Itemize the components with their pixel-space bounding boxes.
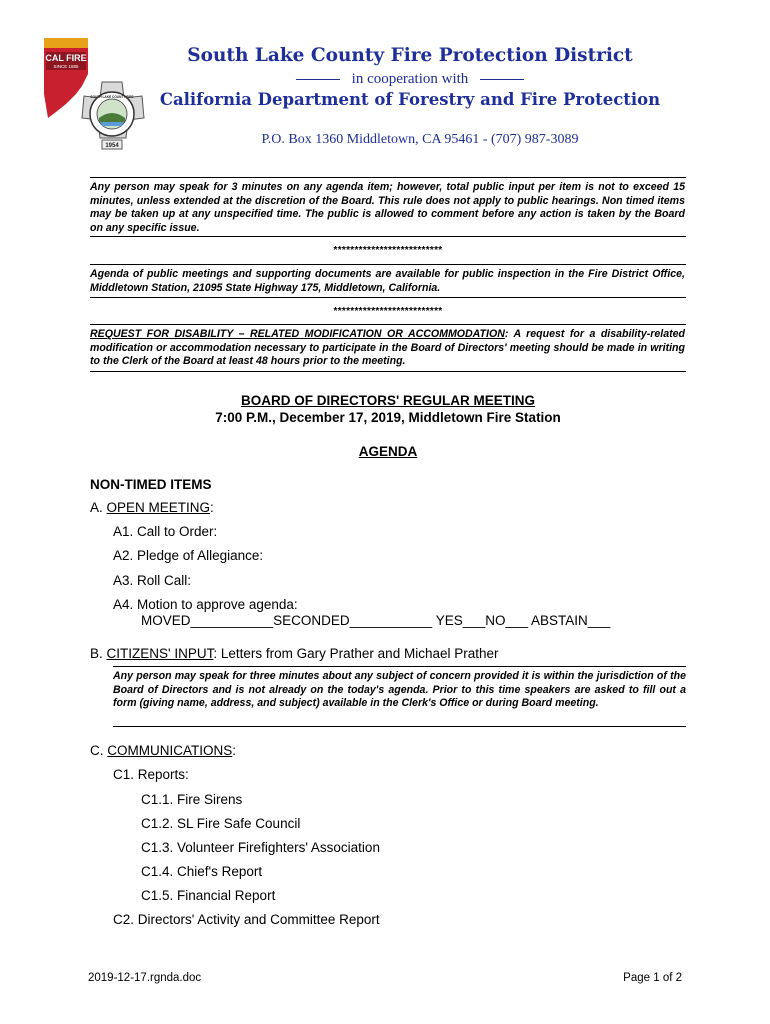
item-c-suffix: :: [232, 743, 237, 758]
meeting-title: BOARD OF DIRECTORS' REGULAR MEETING: [241, 393, 535, 408]
item-c1: C1. Reports:: [113, 767, 189, 782]
agenda-heading: AGENDA: [358, 444, 418, 459]
org-name: South Lake County Fire Protection District: [187, 45, 633, 66]
item-c2: C2. Directors' Activity and Committee Report: [113, 912, 380, 927]
meeting-details: 7:00 P.M., December 17, 2019, Middletown Fire Station: [215, 410, 561, 425]
partner-name: California Department of Forestry and Fire Protection: [159, 90, 661, 109]
item-c1-3: C1.3. Volunteer Firefighters' Association: [141, 840, 380, 855]
non-timed-heading: NON-TIMED ITEMS: [90, 477, 212, 492]
disability-notice: [90, 328, 685, 369]
seal-year: 1954: [105, 143, 119, 149]
item-c1-2: C1.2. SL Fire Safe Council: [141, 816, 301, 831]
item-c1-1: C1.1. Fire Sirens: [141, 792, 243, 807]
item-b-suffix: : Letters from Gary Prather and Michael Prather: [213, 646, 499, 661]
item-a-label: OPEN MEETING: [106, 500, 211, 515]
separator-1: **************************: [333, 245, 443, 256]
item-a4-vote: MOVED___________SECONDED___________ YES___NO___ ABSTAIN___: [141, 613, 611, 628]
cal-fire-since: SINCE 1885: [53, 64, 79, 69]
item-a-suffix: :: [210, 500, 214, 515]
citizens-rule-top: [113, 666, 686, 667]
cal-fire-logo-text: CAL FIRE: [45, 53, 87, 63]
disability-body: : A request for a disability-related modification or accommodation necessary to participate in the Board of Directors' meeting should be made in writing to the Clerk of the Board at least 48 hours prior to the meeting.: [90, 328, 685, 368]
notice-rule-3: [90, 297, 686, 298]
notice-rule-4: [90, 324, 686, 325]
notice-rule-1: [90, 236, 686, 237]
cooperation-text: in cooperation with: [351, 71, 469, 87]
address-line: P.O. Box 1360 Middletown, CA 95461 - (707) 987-3089: [261, 132, 579, 147]
right-rule: [480, 79, 524, 80]
item-c1-4: C1.4. Chief's Report: [141, 864, 263, 879]
seal-text: SOUTH LAKE COUNTY FIRE: [90, 95, 134, 99]
notice-top-rule: [90, 177, 686, 178]
item-c: [90, 743, 236, 758]
disability-heading: REQUEST FOR DISABILITY – RELATED MODIFICATION OR ACCOMMODATION: [90, 328, 505, 340]
citizens-notice: Any person may speak for three minutes about any subject of concern provided it is within the jurisdiction of the Board of Directors and is not already on the today's agenda. Prior to this time speakers are asked to fill out a form (giving name, address, and subject) available in the Clerk's Office or during Board meeting.: [113, 670, 686, 710]
left-rule: [296, 79, 340, 80]
footer-filename: 2019-12-17.rgnda.doc: [88, 972, 202, 984]
item-a-prefix: A.: [90, 500, 103, 515]
item-b: [90, 646, 499, 661]
citizens-rule-bottom: [113, 726, 686, 727]
documents-notice: Agenda of public meetings and supporting documents are available for public inspection in the Fire District Office, Middletown Station, 21095 State Highway 175, Middletown, California.: [90, 268, 685, 294]
footer-page: Page 1 of 2: [623, 972, 682, 984]
public-comment-notice: Any person may speak for 3 minutes on any agenda item; however, total public input per item is not to exceed 15 minutes, unless extended at the discretion of the Board. This rule does not apply to public hearings. Non timed items may be taken up at any unspecified time. The public is allowed to comment before any action is taken by the Board on any specific issue.: [90, 181, 685, 234]
cooperation-line: [150, 71, 670, 88]
item-a4: A4. Motion to approve agenda:: [113, 597, 298, 612]
item-c1-5: C1.5. Financial Report: [141, 888, 276, 903]
item-c-prefix: C.: [90, 743, 104, 758]
item-a3: A3. Roll Call:: [113, 573, 192, 588]
separator-2: **************************: [333, 306, 443, 317]
notice-rule-2: [90, 264, 686, 265]
item-a: [90, 500, 214, 515]
district-seal-logo: [72, 78, 152, 154]
item-c-label: COMMUNICATIONS: [107, 743, 233, 758]
notice-bottom-rule: [90, 371, 686, 372]
item-b-prefix: B.: [90, 646, 103, 661]
item-a1: A1. Call to Order:: [113, 524, 218, 539]
item-b-label: CITIZENS' INPUT: [106, 646, 214, 661]
item-a2: A2. Pledge of Allegiance:: [113, 548, 264, 563]
